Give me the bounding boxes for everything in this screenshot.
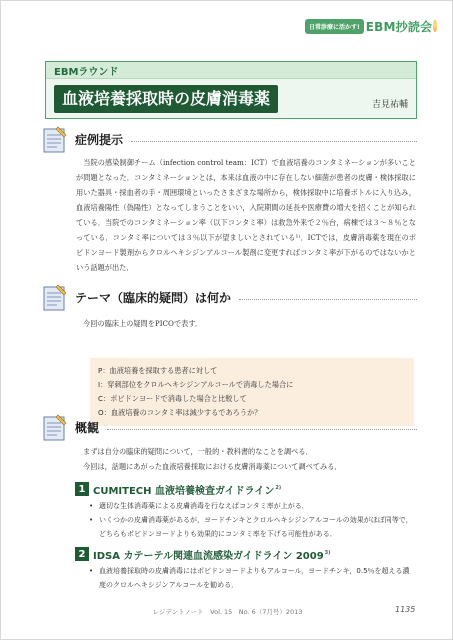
section-divider [239, 299, 417, 300]
subsection-2-number: 2 [75, 547, 89, 561]
header-strip [46, 62, 416, 79]
case-paragraph [76, 155, 416, 275]
header-kicker: EBMラウンド [54, 66, 119, 78]
page-title: 血液培養採取時の皮膚消毒薬 [54, 85, 278, 113]
author-name: 吉見祐輔 [371, 100, 408, 110]
pico-p: P：血液培養を採取する患者に対して [98, 366, 218, 375]
note-icon [41, 124, 69, 154]
top-badge [305, 15, 437, 37]
pico-o: O：血液培養のコンタミ率は減少するであろうか？ [98, 408, 262, 417]
pico-i: I：穿刺部位をクロルヘキシジンアルコールで消毒した場合に [98, 380, 294, 389]
subsection-2-header [75, 546, 330, 562]
section-divider [107, 429, 417, 430]
list-item: • 血液培養採取時の皮膚消毒にはポビドンヨードよりもアルコール，ヨードチンキ，0.5％を超える濃度のクロルヘキシジンアルコールを勧める． [89, 564, 415, 592]
bullet-text: 適切な生体消毒薬による皮膚消毒を行なえばコンタミ率が上がる． [99, 502, 309, 510]
badge-brand: EBM抄読会 [365, 19, 433, 34]
subsection-1-number: 1 [75, 482, 89, 496]
section-divider [131, 141, 417, 142]
pico-c: C：ポビドンヨードで消毒した場合と比較して [98, 394, 247, 403]
subsection-1-ref: 2) [275, 485, 282, 492]
section-theme-header [41, 281, 417, 313]
subsection-1-header [75, 481, 281, 497]
section-case-header [41, 123, 417, 155]
subsection-1-bullets [89, 499, 415, 541]
bullet-text: いくつかの皮膚消毒薬があるが，ヨードチンキとクロルヘキシジンアルコールの効果がほぼ同等で，どちらもポビドンヨードよりも効果的にコンタミ率を下げる可能性がある． [99, 516, 413, 538]
section-overview-title: 概観 [75, 420, 100, 435]
subsection-1-title [93, 482, 281, 497]
list-item: • 適切な生体消毒薬による皮膚消毒を行なえばコンタミ率が上がる． [89, 499, 415, 513]
subsection-2-ref: 3) [324, 550, 331, 557]
overview-line-1: まずは自分の臨床的疑問について，一般的・教科書的なことを調べる． [83, 447, 313, 456]
note-icon [41, 282, 69, 312]
theme-intro: 今回の臨床上の疑問をPICOで表す． [83, 319, 203, 328]
footer-journal: レジデントノート Vol. 15 No. 6（7月号）2013 [152, 608, 303, 616]
page-number: 1135 [395, 605, 416, 614]
overview-line-2: 今回は，話題にあがった血液培養採取における皮膚消毒薬について調べてみる． [83, 462, 342, 471]
list-item: • いくつかの皮膚消毒薬があるが，ヨードチンキとクロルヘキシジンアルコールの効果がほぼ同等で，どちらもポビドンヨードよりも効果的にコンタミ率を下げる可能性がある． [89, 513, 415, 541]
subsection-1-title-text: CUMITECH 血液培養検査ガイドライン [93, 485, 275, 497]
subsection-2-bullets [89, 564, 415, 592]
section-overview-header [41, 411, 417, 443]
case-paragraph-text: 当院の感染制御チーム（infection control team：ICT）で血液培養のコンタミネーションが多いことが問題となった．コンタミネーションとは，本来は血液の中に存在しない細菌が患者の皮膚・検体採取に用いた器具・採血者の手・周囲環境といったさまざまな場所から，検体採取中に培養ボトルに入り込み，血液培養陽性（偽陽性）となってしまうことをいい，入院期間の延長や医療費の増大を招くことが知られている．当院でのコンタミネーション率（以下コンタミ率）は救急外来で２％台，病棟では３～８％となっている．コンタミ率については３％以下が望ましいとされている¹⁾．ICTでは，皮膚消毒薬を現在のポビドンヨード製剤からクロルヘキシジンアルコール製剤に変更すればコンタミ率が下がるのではないかという話題が出た． [76, 158, 416, 272]
subsection-2-title [93, 547, 330, 562]
note-icon [41, 412, 69, 442]
section-case-title: 症例提示 [75, 132, 124, 147]
badge-logo-icon [433, 20, 437, 32]
badge-tagline: 日常診療に活かす! [305, 19, 364, 34]
footer [1, 607, 453, 616]
header-title-row [46, 79, 416, 113]
section-theme-title: テーマ（臨床的疑問）は何か [75, 290, 232, 305]
bullet-text: 血液培養採取時の皮膚消毒にはポビドンヨードよりもアルコール，ヨードチンキ，0.5％を超える濃度のクロルヘキシジンアルコールを勧める． [99, 567, 410, 589]
article-header [45, 61, 417, 119]
subsection-2-title-text: IDSA カテーテル関連血流感染ガイドライン 2009 [93, 550, 324, 562]
